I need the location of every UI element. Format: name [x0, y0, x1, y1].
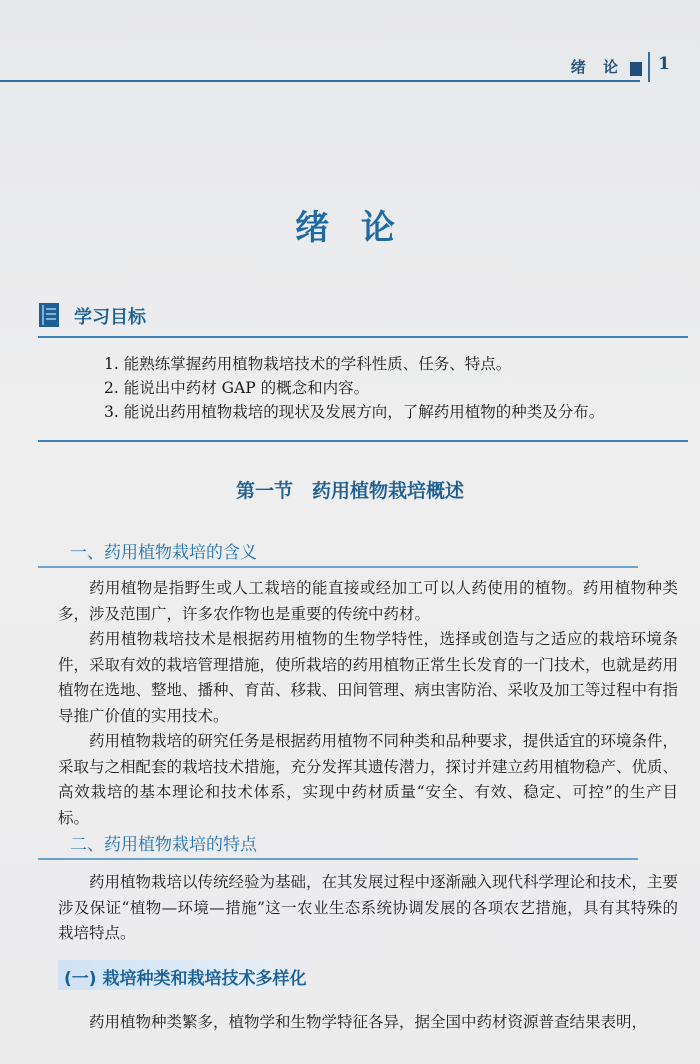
sub2-body: [58, 870, 678, 947]
subheading-1-underline: [38, 566, 638, 568]
header-chapter-label: 绪 论: [570, 58, 624, 76]
subheading-2a: [58, 960, 308, 990]
subheading-1-text: 一、药用植物栽培的含义: [70, 543, 257, 563]
book-icon: [38, 302, 60, 328]
objective-item: 3. 能说出药用植物栽培的现状及发展方向，了解药用植物的种类及分布。: [104, 403, 605, 421]
paragraph: 药用植物种类繁多，植物学和生物学特征各异，据全国中药材资源普查结果表明，: [89, 1013, 648, 1031]
objectives-header: [38, 300, 688, 334]
header-block-icon: [630, 62, 642, 76]
sub2a-body: [58, 1010, 678, 1036]
subheading-2-underline: [38, 858, 638, 860]
paragraph: 药用植物栽培技术是根据药用植物的生物学特性，选择或创造与之适应的栽培环境条件，采取有效的栽培管理措施，使所栽培的药用植物正常生长发育的一门技术，也就是药用植物在选地、整地、播种、育苗、移栽、田间管理、病虫害防治、采收及加工等过程中有指导推广价值的实用技术。: [58, 630, 679, 725]
objective-item: 1. 能熟练掌握药用植物栽培技术的学科性质、任务、特点。: [104, 355, 512, 373]
objectives-rule-bottom: [38, 440, 688, 442]
objectives-title: 学习目标: [74, 307, 146, 328]
objectives-rule-top: [38, 336, 688, 338]
sub1-body: [58, 576, 678, 831]
subheading-2a-text: (一) 栽培种类和栽培技术多样化: [64, 969, 307, 989]
subheading-2: [38, 830, 658, 858]
subheading-2-text: 二、药用植物栽培的特点: [70, 835, 257, 855]
paragraph: 药用植物是指野生或人工栽培的能直接或经加工可以人药使用的植物。药用植物种类多，涉及范围广，许多农作物也是重要的传统中药材。: [58, 579, 678, 623]
subheading-1: [38, 538, 658, 566]
section-title: 第一节 药用植物栽培概述: [235, 480, 464, 502]
running-header: [0, 56, 700, 82]
header-divider: [648, 52, 650, 82]
chapter-title: 绪 论: [295, 208, 405, 248]
objective-item: 2. 能说出中药材 GAP 的概念和内容。: [104, 379, 370, 397]
objectives-list: [104, 352, 684, 424]
paragraph: 药用植物栽培以传统经验为基础，在其发展过程中逐渐融入现代科学理论和技术，主要涉及保证“植物—环境—措施”这一农业生态系统协调发展的各项农艺措施，具有其特殊的栽培特点。: [58, 873, 679, 942]
page-number: 1: [658, 54, 670, 74]
header-rule: [0, 80, 640, 82]
paragraph: 药用植物栽培的研究任务是根据药用植物不同种类和品种要求，提供适宜的环境条件，采取与之相配套的栽培技术措施，充分发挥其遗传潜力，探讨并建立药用植物稳产、优质、高效栽培的基本理论和技术体系，实现中药材质量“安全、有效、稳定、可控”的生产目标。: [58, 732, 679, 827]
